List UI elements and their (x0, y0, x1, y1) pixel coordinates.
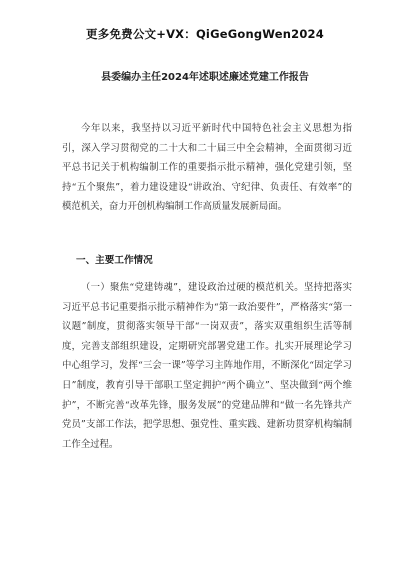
intro-paragraph: 今年以来，我坚持以习近平新时代中国特色社会主义思想为指引，深入学习贯彻党的二十大和二十届三中全会精神，全面贯彻习近平总书记关于机构编制工作的重要指示批示精神，强化党建引领，坚持“五个聚焦”，着力建设建设“讲政治、守纪律、负责任、有效率”的模范机关，奋力开创机构编制工作高质量发展新局面。 (62, 123, 352, 213)
section-heading: 一、主要工作情况 (76, 255, 153, 266)
watermark-header: 更多免费公文+VX：QiGeGongWen2024 (86, 27, 324, 41)
document-title: 县委编办主任2024年述职述廉述党建工作报告 (101, 72, 309, 83)
subsection-paragraph: （一）聚焦“党建铸魂”，建设政治过硬的模范机关。坚持把落实习近平总书记重要指示批示精神作为“第一政治要件”，严格落实“第一议题”制度，贯彻落实领导干部“一岗双责”，落实双重组织生活等制度，完善支部组织建设，定期研究部署党建工作。扎实开展理论学习中心组学习，发挥“三会一课”等学习主阵地作用，不断深化“固定学习日”制度，教育引导干部职工坚定拥护“两个确立”、坚决做到“两个维护”，不断完善“改革先锋，服务发展”的党建品牌和“做一名先锋共产党员”支部工作法，把学思想、强党性、重实践、建新功贯穿机构编制工作全过程。 (62, 282, 352, 450)
